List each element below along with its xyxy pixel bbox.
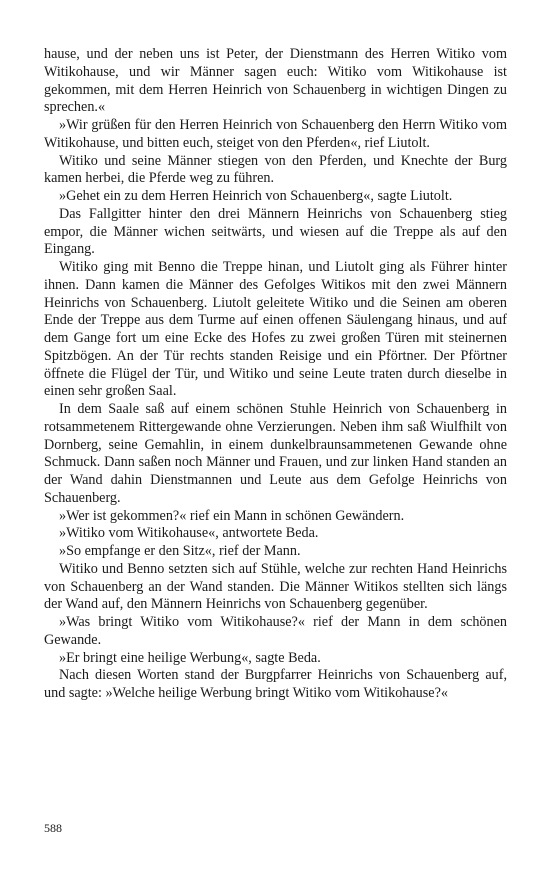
page-body-text	[44, 46, 507, 703]
paragraph: Witiko ging mit Benno die Treppe hinan, und Liutolt ging als Führer hinter ihnen. Dann kamen die Männer des Gefolges Witikos mit den zwei Männern Heinrichs von Schauenberg. Liutolt geleitete Witiko und die Seinen am oberen Ende der Treppe aus dem Turme auf einen offenen Säulengang hinaus, und auf dem Gange fort um eine Ecke des Hofes zu zwei großen Türen mit steinernen Spitzbögen. An der Tür rechts standen Reisige und ein Pförtner. Der Pförtner öffnete die Flügel der Tür, und Witiko und seine Leute traten durch dieselbe in einen sehr großen Saal.	[44, 259, 507, 400]
paragraph: »So empfange er den Sitz«, rief der Mann.	[59, 543, 301, 559]
paragraph: Das Fallgitter hinter den drei Männern Heinrichs von Schauenberg stieg empor, die Männer wichen seitwärts, und wiesen auf die Treppe als auf den Eingang.	[44, 205, 507, 258]
paragraph: Nach diesen Worten stand der Burgpfarrer Heinrichs von Schauenberg auf, und sagte: »Welche heilige Werbung bringt Witiko vom Witikohause?«	[44, 667, 507, 701]
paragraph-continuation: hause, und der neben uns ist Peter, der Dienstmann des Herren Witiko vom Witikohause, und wir Männer sagen euch: Witiko vom Witikohause ist gekommen, mit dem Herren Heinrich von Schauenberg in wichtigen Dingen zu sprechen.«	[44, 46, 507, 116]
paragraph: Witiko und Benno setzten sich auf Stühle, welche zur rechten Hand Heinrichs von Schauenberg an der Wand standen. Die Männer Witikos stellten sich längs der Wand auf, den Männern Heinrichs von Schauenberg gegenüber.	[44, 560, 507, 613]
paragraph: »Wer ist gekommen?« rief ein Mann in schönen Gewändern.	[59, 507, 405, 524]
paragraph: »Was bringt Witiko vom Witikohause?« rief der Mann in dem schönen Gewande.	[44, 614, 507, 648]
paragraph: Witiko und seine Männer stiegen von den Pferden, und Knechte der Burg kamen herbei, die Pferde weg zu führen.	[44, 152, 507, 187]
page-number: 588	[44, 821, 62, 835]
paragraph: »Er bringt eine heilige Werbung«, sagte Beda.	[59, 649, 321, 666]
paragraph: »Witiko vom Witikohause«, antwortete Beda.	[59, 525, 319, 542]
paragraph: »Wir grüßen für den Herren Heinrich von Schauenberg den Herrn Witiko vom Witikohause, und bitten euch, steiget von den Pferden«, rief Liutolt.	[44, 117, 507, 151]
paragraph: In dem Saale saß auf einem schönen Stuhle Heinrich von Schauenberg in rotsammetenem Rittergewande ohne Verzierungen. Neben ihm saß Wiulfhilt von Dornberg, seine Gemahlin, in einem dunkelbraunsammetenen Gewande ohne Schmuck. Dann saßen noch Männer und Frauen, und zur linken Hand standen an der Wand dahin Dienstmannen und Leute aus dem Gefolge Heinrichs von Schauenberg.	[44, 401, 507, 506]
paragraph: »Gehet ein zu dem Herren Heinrich von Schauenberg«, sagte Liutolt.	[59, 188, 453, 204]
